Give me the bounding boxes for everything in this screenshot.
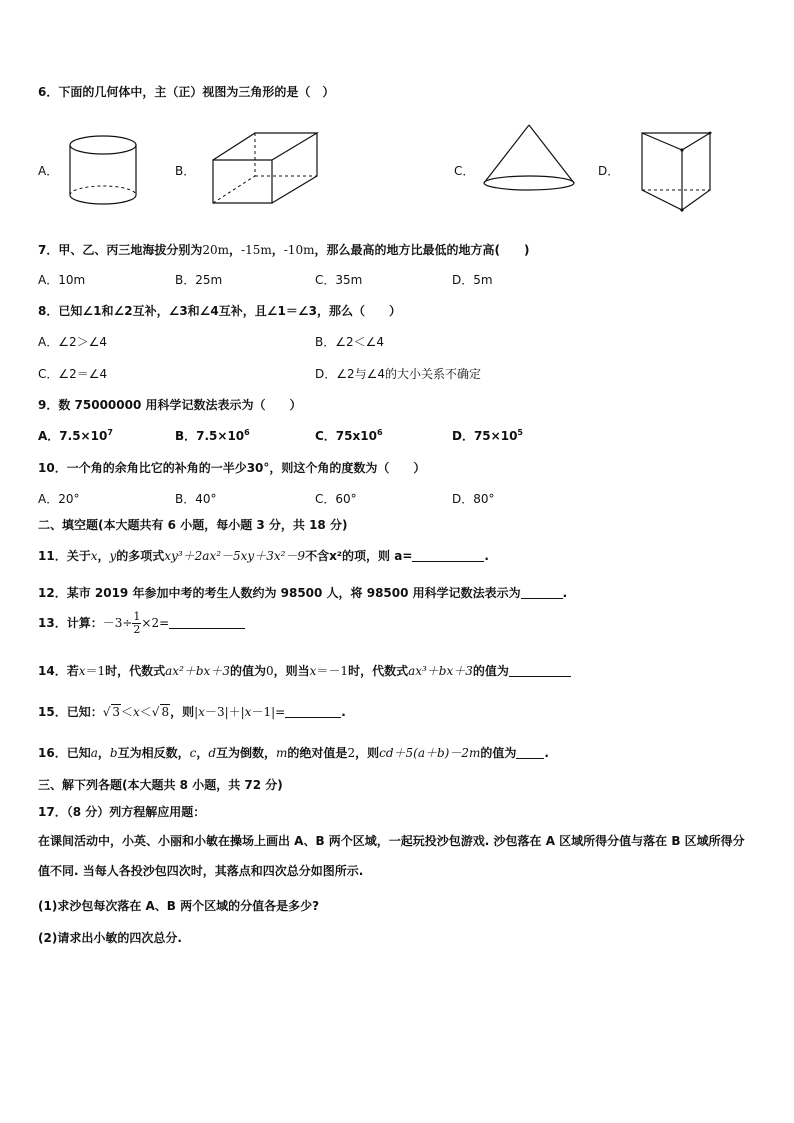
q10-stem: 10．一个角的余角比它的补角的一半少30°，则这个角的度数为（ ） (38, 461, 426, 475)
q6-option-d: D． (598, 164, 620, 178)
q10-option-d: D．80° (452, 492, 495, 506)
q10-option-b: B．40° (175, 492, 217, 506)
q12-stem: 12．某市 2019 年参加中考的考生人数约为 98500 人，将 98500 用科学记数法表示为 . (38, 586, 568, 600)
q8-option-a: A．∠2＞∠4 (38, 335, 107, 349)
q7-option-c: C．35m (315, 273, 363, 287)
q9-stem: 9．数 75000000 用科学记数法表示为（ ） (38, 398, 302, 412)
cone-figure (480, 122, 578, 194)
q9-option-c: C．$75x10^6$ (315, 428, 383, 443)
q11-stem: 11．关于x，y的多项式xy³＋2ax²－5xy＋3x²－9不含x²的项，则 a= . (38, 549, 489, 563)
cylinder-figure (66, 134, 140, 208)
q17-subquestion-2: (2)请求出小敏的四次总分. (38, 931, 182, 945)
q17-title: 17．（8 分）列方程解应用题： (38, 805, 206, 819)
q14-answer-blank[interactable] (509, 665, 571, 677)
q6-option-a: A． (38, 164, 59, 178)
q13-answer-blank[interactable] (169, 617, 245, 629)
q7-option-b: B．25m (175, 273, 223, 287)
q7-option-d: D．5m (452, 273, 493, 287)
one-half-fraction: $\frac{1}{2}$ (133, 610, 141, 636)
triangular-prism-figure (636, 128, 716, 214)
q8-option-c: C．∠2＝∠4 (38, 367, 108, 381)
cuboid-figure (210, 130, 320, 206)
q14-stem: 14．若x＝1时，代数式ax²＋bx＋3的值为0，则当x＝－1时，代数式ax³＋bx＋3的值为 (38, 662, 571, 679)
q7-option-a: A．10m (38, 273, 86, 287)
q6-stem: 6．下面的几何体中，主（正）视图为三角形的是（ ） (38, 85, 335, 99)
section-fill-in-heading: 二、填空题(本大题共有 6 小题，每小题 3 分，共 18 分) (38, 518, 348, 532)
q9-option-d: D．$75\times 10^5$ (452, 428, 523, 443)
section-solve-heading: 三、解下列各题(本大题共 8 小题，共 72 分) (38, 778, 283, 792)
q16-stem: 16．已知a，b互为相反数，c，d互为倒数，m的绝对值是2，则cd＋5(a＋b)－2m的值为 . (38, 746, 549, 760)
q10-option-a: A．20° (38, 492, 80, 506)
q17-subquestion-1: (1)求沙包每次落在 A、B 两个区域的分值各是多少? (38, 899, 320, 913)
q16-answer-blank[interactable] (516, 747, 544, 759)
q12-answer-blank[interactable] (521, 587, 563, 599)
q8-option-d: D．∠2与∠4的大小关系不确定 (315, 367, 482, 381)
q6-option-b: B． (175, 164, 196, 178)
q15-stem: 15．已知：√ 3＜x＜√ 8，则|x－3|＋|x－1|= . (38, 705, 346, 719)
q8-stem: 8．已知∠1和∠2互补，∠3和∠4互补，且∠1＝∠3，那么（ ） (38, 304, 401, 318)
q17-body: 在课间活动中，小英、小丽和小敏在操场上画出 A、B 两个区域，一起玩投沙包游戏. 沙包落在 A 区域所得分值与落在 B 区域所得分值不同. 当每人各投沙包四次时，其落点和四次总分如图所示. (38, 834, 745, 878)
q13-stem: 13．计算：－3÷ $\frac{1}{2}$ ×2= (38, 611, 245, 636)
q9-option-a: A．$7.5\times 10^7$ (38, 428, 113, 443)
q11-answer-blank[interactable] (412, 550, 484, 562)
q10-option-c: C．60° (315, 492, 357, 506)
q9-option-b: B．$7.5\times 10^6$ (175, 428, 250, 443)
q7-stem: 7．甲、乙、丙三地海拔分别为20m，-15m，-10m，那么最高的地方比最低的地方高( ) (38, 243, 530, 257)
q15-answer-blank[interactable] (285, 706, 341, 718)
q6-option-c: C． (454, 164, 475, 178)
q8-option-b: B．∠2＜∠4 (315, 335, 385, 349)
